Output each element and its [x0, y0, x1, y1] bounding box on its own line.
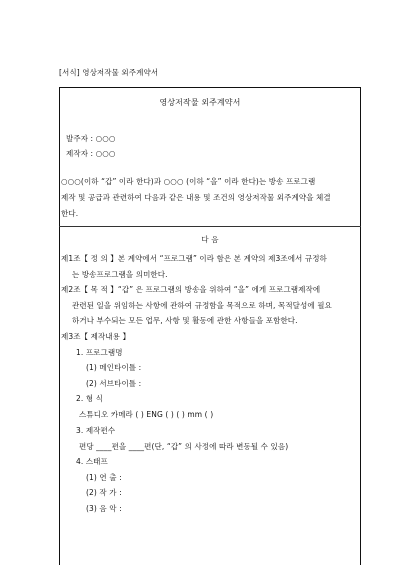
item-format: 2. 형 식 [76, 394, 104, 403]
item-staff-music: (3) 음 악 : [86, 504, 122, 513]
document-title: 영상저작물 외주계약서 [159, 98, 241, 107]
item-episode-detail: 편당 ____편을 ____편(단, “갑” 의 사정에 따라 변동될 수 있음) [79, 442, 289, 451]
item-staff: 4. 스태프 [76, 457, 108, 466]
item-program-name: 1. 프로그램명 [76, 348, 123, 357]
section-heading: 다 음 [201, 235, 219, 244]
section-divider [59, 226, 361, 227]
article-3-title: 제3조【 제작내용 】 [61, 332, 131, 341]
item-staff-director: (1) 연 출 : [86, 473, 122, 482]
article-1-line-1: 제1조【 정 의 】본 계약에서 “프로그램” 이라 함은 본 계약의 제3조에서 규정하 [61, 254, 327, 263]
preamble-line-3: 한다. [61, 209, 79, 218]
form-header-label: [서식] 영상저작물 외주계약서 [59, 68, 159, 77]
article-1-line-2: 는 방송프로그램을 의미한다. [72, 270, 168, 279]
item-sub-title: (2) 서브타이틀 : [86, 379, 142, 388]
item-episode-count: 3. 제작편수 [76, 426, 116, 435]
preamble-line-2: 제작 및 공급과 관련하여 다음과 같은 내용 및 조건의 영상저작물 외주계약을 체결 [61, 193, 331, 202]
article-2-line-3: 하거나 부수되는 모든 업무, 사항 및 활동에 관한 사항들을 포함한다. [72, 316, 298, 325]
item-staff-writer: (2) 작 가 : [86, 488, 122, 497]
preamble-line-1: ○○○(이하 “갑” 이라 한다)과 ○○○ (이하 “을” 이라 한다)는 방송 프로그램 [61, 177, 316, 186]
orderer-line: 발주자 : ○○○ [66, 134, 116, 143]
article-2-line-1: 제2조【 목 적 】“갑” 은 프로그램의 방송을 위하여 “을” 에게 프로그램제작에 [61, 285, 321, 294]
producer-line: 제작자 : ○○○ [66, 149, 116, 158]
item-format-options: 스튜디오 카메라 ( ) ENG ( ) ( ) mm ( ) [79, 410, 214, 419]
article-2-line-2: 관련된 일을 위임하는 사항에 관하여 규정함을 목적으로 하며, 목적달성에 필요 [72, 301, 332, 310]
item-main-title: (1) 메인타이틀 : [86, 363, 142, 372]
